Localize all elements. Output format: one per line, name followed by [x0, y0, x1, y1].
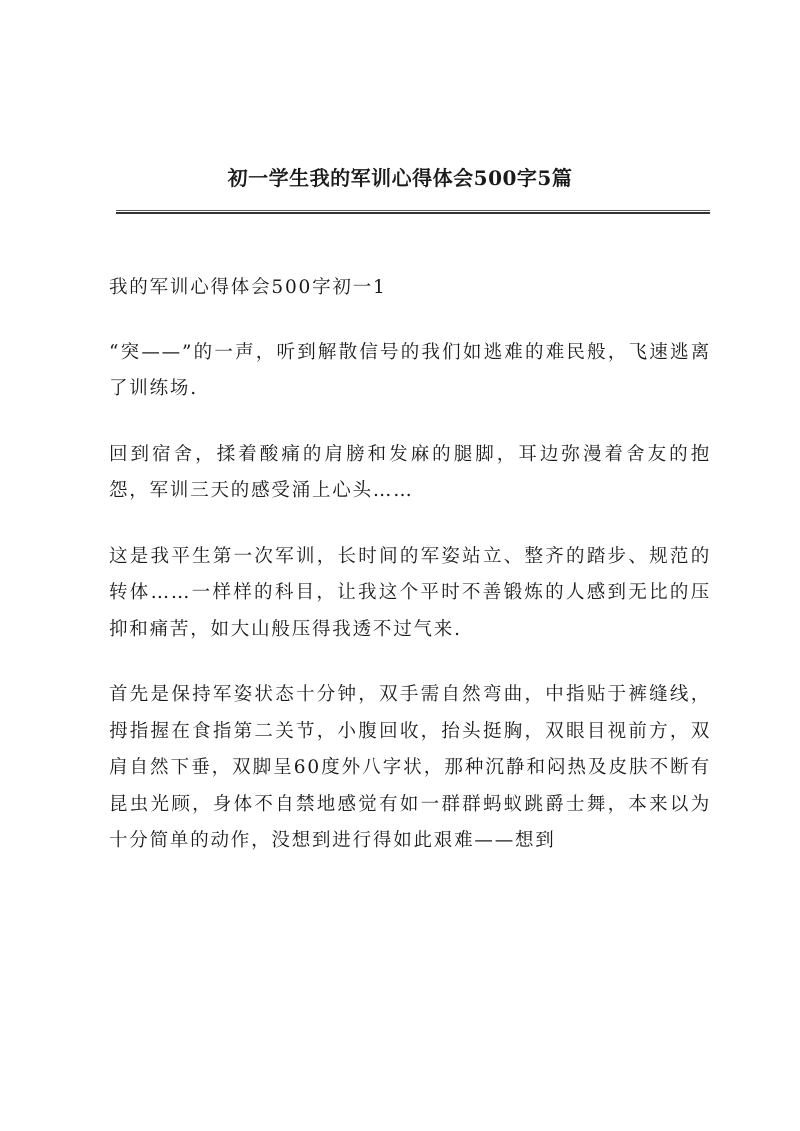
paragraph-1: “突——”的一声，听到解散信号的我们如逃难的难民般，飞速逃离了训练场. [109, 341, 711, 399]
document-title: 初一学生我的军训心得体会500字5篇 [227, 166, 573, 190]
section-heading: 我的军训心得体会500字初一1 [109, 277, 387, 298]
paragraph-2: 回到宿舍，揉着酸痛的肩膀和发麻的腿脚，耳边弥漫着舍友的抱怨，军训三天的感受涌上心头…… [109, 443, 711, 501]
paragraph-4: 首先是保持军姿状态十分钟，双手需自然弯曲，中指贴于裤缝线，拇指握在食指第二关节，小腹回收，抬头挺胸，双眼目视前方，双肩自然下垂，双脚呈60度外八字状，那种沉静和闷热及皮肤不断有昆虫光顾，身体不自禁地感觉有如一群群蚂蚁跳爵士舞，本来以为十分简单的动作，没想到进行得如此艰难——想到 [109, 684, 711, 851]
paragraph-3: 这是我平生第一次军训，长时间的军姿站立、整齐的踏步、规范的转体……一样样的科目，让我这个平时不善锻炼的人感到无比的压抑和痛苦，如大山般压得我透不过气来. [109, 545, 711, 640]
document-body [109, 270, 711, 889]
title-divider [116, 210, 710, 214]
